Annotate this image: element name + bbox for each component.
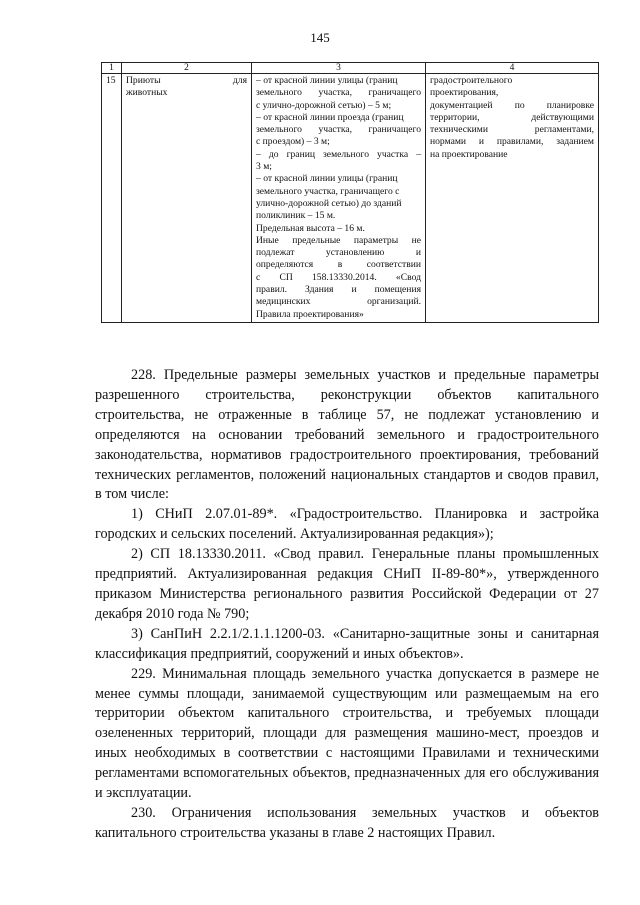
table-row (102, 74, 599, 323)
body-text (95, 366, 599, 844)
requirement-line: на проектирование (430, 148, 508, 160)
column-header: 4 (426, 63, 599, 74)
parameter-line: земельного участка, граничащего (256, 87, 421, 99)
parameter-line: Правила проектирования» (256, 308, 364, 320)
list-item: 1) СНиП 2.07.01-89*. «Градостроительство. Планировка и застройка городских и сельских поселений. Актуализированная редакция»); (95, 506, 599, 543)
requirement-line: техническими регламентами, (430, 124, 594, 136)
parameter-line: с СП 158.13330.2014. «Свод (256, 271, 421, 283)
parameter-line: с проездом) – 3 м; (256, 136, 330, 148)
paragraph-229: 229. Минимальная площадь земельного участка допускается в размере не менее суммы площади, занимаемой существующим или размещаемым на его территории объектом капитального строительства, и требуемых площади озелененных территорий, площади для размещения машино-мест, проездов и иных необходимых в соответствии с настоящими Правилами и техническими регламентами вспомогательных объектов, предназначенных для его обслуживания и эксплуатации. (95, 665, 599, 802)
requirement-line: нормами и правилами, заданием (430, 136, 594, 148)
parameter-line: земельного участка, граничащего с (256, 185, 400, 197)
paragraph-230: 230. Ограничения использования земельных участков и объектов капитального строительства указаны в главе 2 настоящих Правил. (95, 804, 599, 841)
requirements-cell (426, 74, 599, 323)
parameter-line: улично-дорожной сетью) до зданий (256, 197, 402, 209)
requirement-line: документацией по планировке (430, 99, 594, 111)
parameter-line: земельного участка, граничащего (256, 124, 421, 136)
parameter-line: Предельная высота – 16 м. (256, 222, 365, 234)
parameter-line: 3 м; (256, 161, 272, 173)
list-item: 3) СанПиН 2.2.1/2.1.1.1200-03. «Санитарно-защитные зоны и санитарная классификация предприятий, сооружений и иных объектов». (95, 625, 599, 662)
paragraph-228: 228. Предельные размеры земельных участков и предельные параметры разрешенного строительства, реконструкции объектов капитального строительства, не отраженные в таблице 57, не подлежат установлению и определяются на основании требований земельного и градостроительного законодательства, нормативов градостроительного проектирования, требований технических регламентов, положений национальных стандартов и сводов правил, в том числе: (95, 367, 599, 503)
object-name-part: для (232, 75, 247, 86)
parameters-cell (252, 74, 426, 323)
object-name-cell (122, 74, 252, 323)
parameter-line: поликлиник – 15 м. (256, 210, 336, 222)
table-header-row (102, 63, 599, 74)
requirement-line: градостроительного (430, 75, 513, 86)
parameter-line: – до границ земельного участка – (256, 148, 421, 160)
requirement-line: проектирования, (430, 87, 499, 99)
parameter-line: правил. Здания и помещения (256, 284, 421, 296)
regulations-table (101, 62, 599, 323)
parameter-line: медицинских организаций. (256, 296, 421, 308)
parameter-line: Иные предельные параметры не (256, 234, 421, 246)
parameter-line: определяются в соответствии (256, 259, 421, 271)
parameter-line: с улично-дорожной сетью) – 5 м; (256, 99, 392, 111)
row-number: 15 (102, 74, 122, 323)
object-name-part: Приюты (126, 75, 161, 86)
parameter-line: подлежат установлению и (256, 247, 421, 259)
object-name-part: животных (126, 87, 168, 99)
page-number: 145 (310, 30, 330, 45)
list-item: 2) СП 18.13330.2011. «Свод правил. Генеральные планы промышленных предприятий. Актуализированная редакция СНиП II-89-80*», утвержденного приказом Министерства регионального развития Российской Федерации от 27 декабря 2010 года № 790; (95, 546, 599, 622)
parameter-line: – от красной линии проезда (границ (256, 111, 404, 123)
requirement-line: территории, действующими (430, 111, 594, 123)
column-header: 3 (252, 63, 426, 74)
column-header: 1 (102, 63, 122, 74)
parameter-line: – от красной линии улицы (границ (256, 75, 398, 86)
parameter-line: – от красной линии улицы (границ (256, 173, 398, 185)
column-header: 2 (122, 63, 252, 74)
